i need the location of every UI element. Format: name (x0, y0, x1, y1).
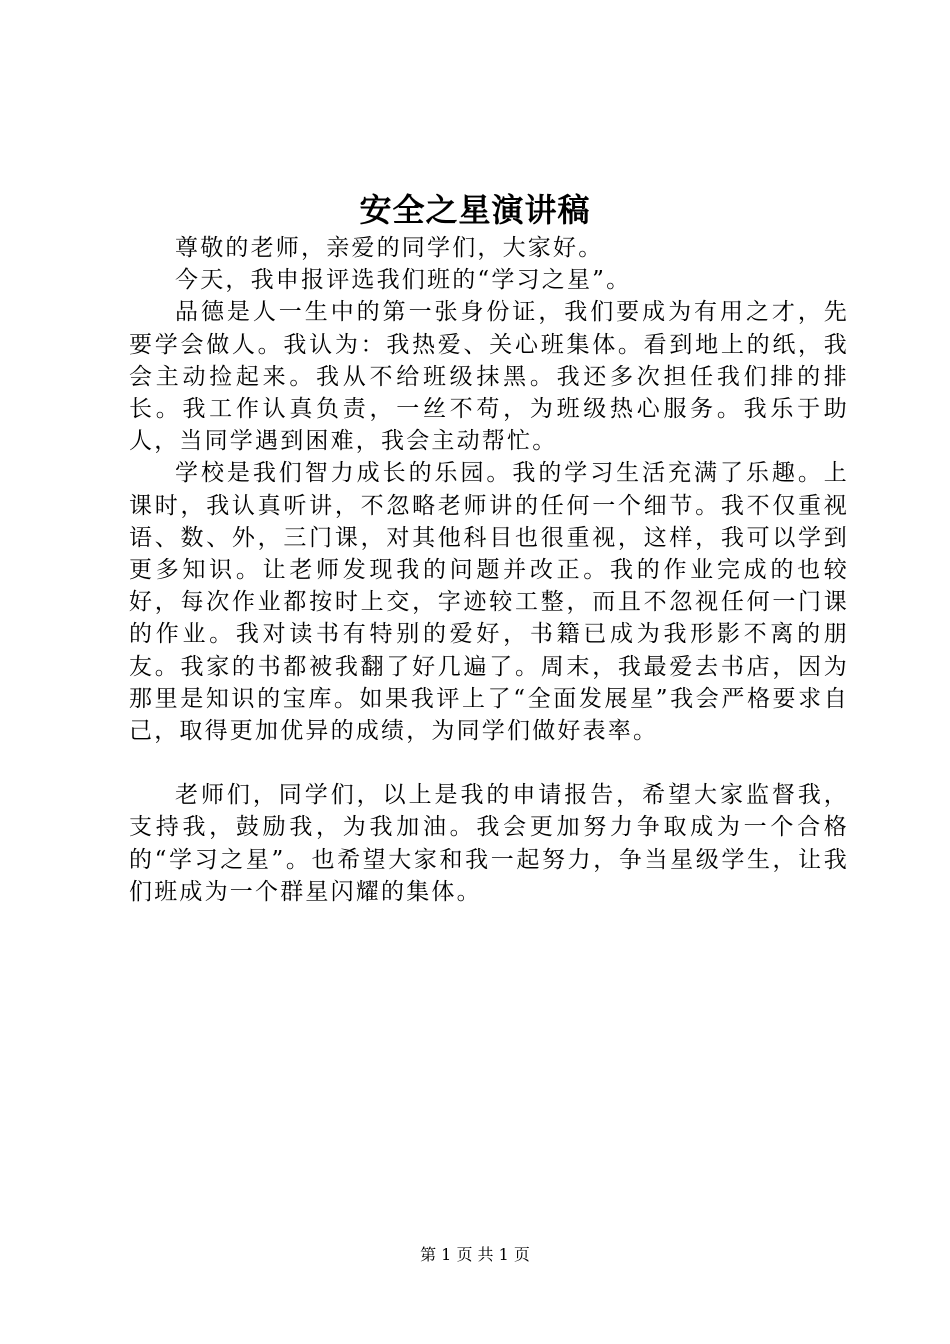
paragraph-closing: 老师们，同学们，以上是我的申请报告，希望大家监督我，支持我，鼓励我，为我加油。我会更加努力争取成为一个合格的“学习之星”。也希望大家和我一起努力，争当星级学生，让我们班成为一个群星闪耀的集体。 (129, 782, 849, 905)
document-body (129, 232, 849, 908)
paragraph-spacer (129, 747, 849, 779)
paragraph-greeting: 尊敬的老师，亲爱的同学们，大家好。 (175, 235, 604, 261)
paragraph-intro: 今天，我申报评选我们班的“学习之星”。 (175, 267, 632, 294)
paragraph-study: 学校是我们智力成长的乐园。我的学习生活充满了乐趣。上课时，我认真听讲，不忽略老师讲的任何一个细节。我不仅重视语、数、外，三门课，对其他科目也很重视，这样，我可以学到更多知识。让老师发现我的问题并改正。我的作业完成的也较好，每次作业都按时上交，字迹较工整，而且不忽视任何一门课的作业。我对读书有特别的爱好，书籍已成为我形影不离的朋友。我家的书都被我翻了好几遍了。周末，我最爱去书店，因为那里是知识的宝库。如果我评上了“全面发展星”我会严格要求自己，取得更加优异的成绩，为同学们做好表率。 (129, 460, 849, 745)
document-title: 安全之星演讲稿 (359, 191, 591, 229)
paragraph-character: 品德是人一生中的第一张身份证，我们要成为有用之才，先要学会做人。我认为：我热爱、关心班集体。看到地上的纸，我会主动捡起来。我从不给班级抹黑。我还多次担任我们排的排长。我工作认真负责，一丝不苟，为班级热心服务。我乐于助人，当同学遇到困难，我会主动帮忙。 (129, 299, 849, 455)
page-footer: 第 1 页 共 1 页 (420, 1245, 530, 1264)
